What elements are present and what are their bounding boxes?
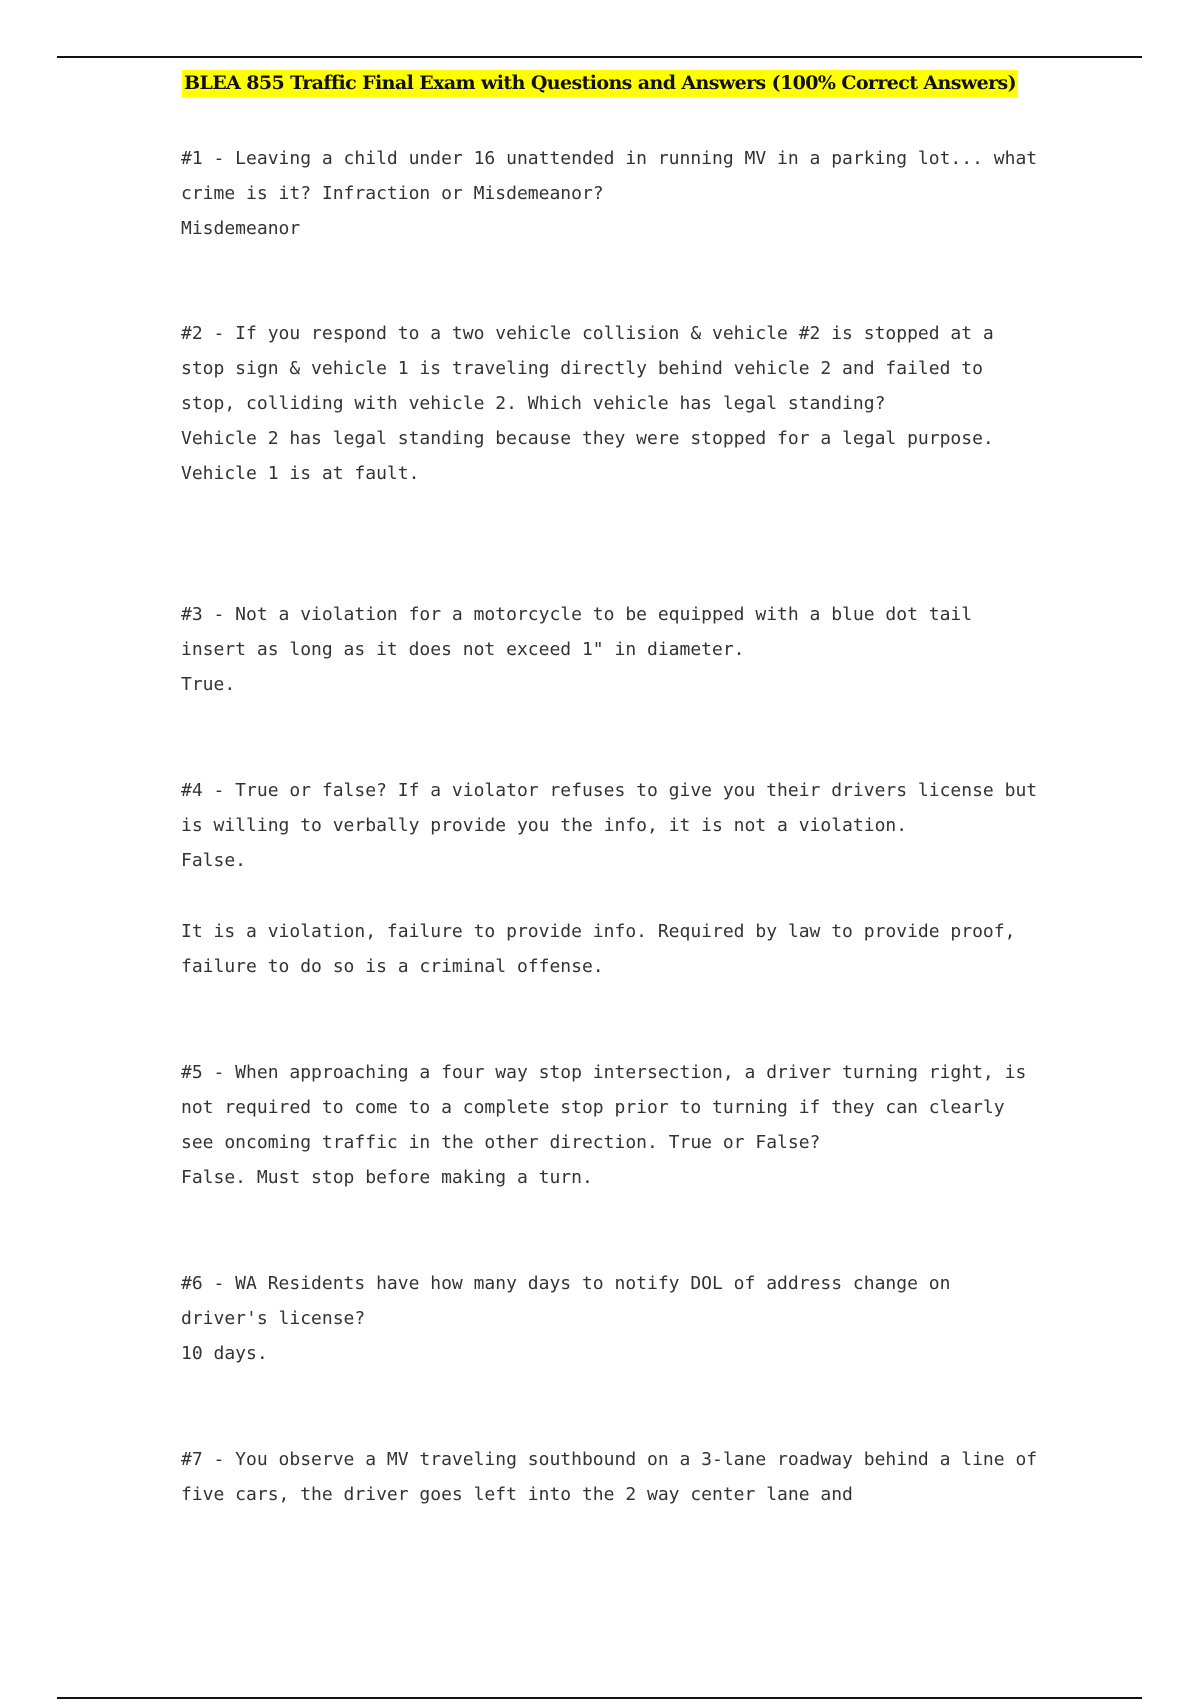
qa-item-4	[181, 773, 1048, 984]
explanation-4: It is a violation, failure to provide info. Required by law to provide proof, failure to do so is a criminal offense.	[181, 921, 1027, 977]
qa-item-7	[181, 1442, 1048, 1512]
answer-6: 10 days.	[181, 1343, 268, 1364]
answer-4: False.	[181, 850, 247, 871]
qa-list	[181, 141, 1048, 1512]
question-6: #6 - WA Residents have how many days to notify DOL of address change on driver's license?	[181, 1273, 962, 1329]
answer-2: Vehicle 2 has legal standing because they were stopped for a legal purpose. Vehicle 1 is at fault.	[181, 428, 1005, 484]
question-5: #5 - When approaching a four way stop intersection, a driver turning right, is not required to come to a complete stop prior to turning if they can clearly see oncoming traffic in the other direction. True or False?	[181, 1062, 1038, 1153]
qa-item-6	[181, 1266, 1041, 1371]
question-2: #2 - If you respond to a two vehicle collision & vehicle #2 is stopped at a stop sign & vehicle 1 is traveling directly behind vehicle 2 and failed to stop, colliding with vehicle 2. Which vehicle has legal standing?	[181, 323, 1005, 414]
question-3: #3 - Not a violation for a motorcycle to be equipped with a blue dot tail insert as long as it does not exceed 1" in diameter.	[181, 604, 983, 660]
answer-5: False. Must stop before making a turn.	[181, 1167, 593, 1188]
qa-item-1	[181, 141, 1048, 246]
answer-3: True.	[181, 674, 236, 695]
question-7: #7 - You observe a MV traveling southbound on a 3-lane roadway behind a line of five cars, the driver goes left into the 2 way center lane and	[181, 1449, 1048, 1505]
bottom-rule	[57, 1697, 1142, 1699]
question-4: #4 - True or false? If a violator refuses to give you their drivers license but is willing to verbally provide you the info, it is not a violation.	[181, 780, 1048, 836]
qa-item-5	[181, 1055, 1041, 1195]
question-1: #1 - Leaving a child under 16 unattended in running MV in a parking lot... what crime is it? Infraction or Misdemeanor?	[181, 148, 1048, 204]
qa-item-3	[181, 597, 1041, 702]
title-container	[0, 70, 1200, 97]
answer-1: Misdemeanor	[181, 218, 301, 239]
top-rule	[57, 56, 1142, 58]
qa-item-2	[181, 316, 1041, 491]
document-title: BLEA 855 Traffic Final Exam with Questions and Answers (100% Correct Answers)	[182, 70, 1018, 97]
